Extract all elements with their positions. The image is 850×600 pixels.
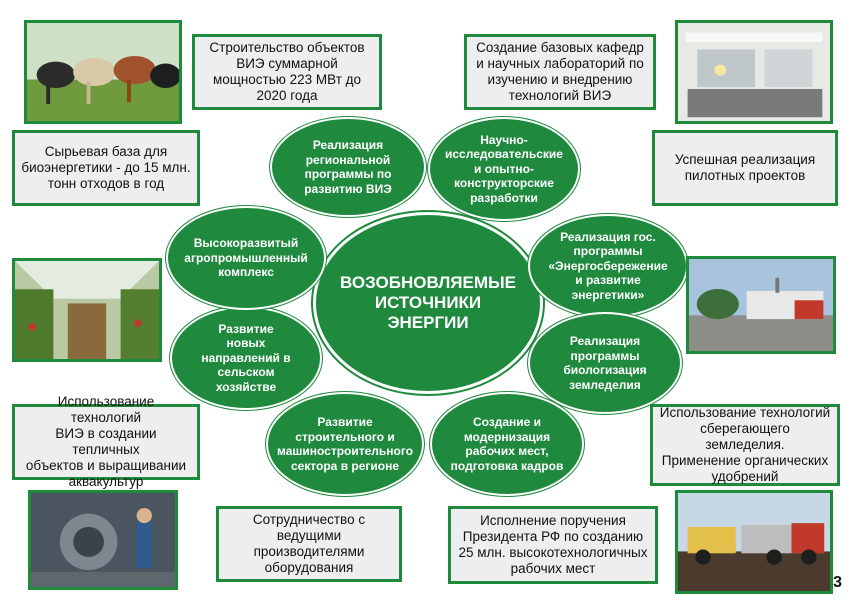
circle-energy-saving: Реализация гос. программы «Энергосбережение и развитие энергетики» [528, 214, 688, 318]
circle-jobs: Создание и модернизация рабочих мест, подготовка кадров [430, 392, 584, 496]
box-raw-base: Сырьевая база для биоэнергетики - до 15 млн. тонн отходов в год [12, 130, 200, 206]
circle-biologization: Реализация программы биологизация земледелия [528, 312, 682, 414]
circle-construction: Развитие строительного и машиностроительного сектора в регионе [266, 392, 424, 496]
page-number: 3 [833, 574, 842, 591]
center-node: ВОЗОБНОВЛЯЕМЫЕ ИСТОЧНИКИ ЭНЕРГИИ [313, 212, 543, 394]
box-cooperation: Сотрудничество с ведущими производителями оборудования [216, 506, 402, 582]
cows-photo [24, 20, 182, 124]
box-pilot: Успешная реализация пилотных проектов [652, 130, 838, 206]
circle-research: Научно- исследовательские и опытно- конструкторские разработки [428, 117, 580, 221]
box-res-objects: Строительство объектов ВИЭ суммарной мощностью 223 МВт до 2020 года [192, 34, 382, 110]
circle-agro: Высокоразвитый агропромышленный комплекс [166, 206, 326, 310]
box-departments: Создание базовых кафедр и научных лабораторий по изучению и внедрению технологий ВИЭ [464, 34, 656, 110]
bioenergy-plant-photo [686, 256, 836, 354]
circle-new-directions: Развитие новых направлений в сельском хозяйстве [170, 306, 322, 410]
box-greenhouse: Использование технологий ВИЭ в создании тепличных объектов и выращивании аквакультур [12, 404, 200, 480]
agricultural-machinery-photo [675, 490, 833, 594]
laboratory-photo [675, 20, 833, 124]
greenhouse-photo [12, 258, 162, 362]
box-president: Исполнение поручения Президента РФ по созданию 25 млн. высокотехнологичных рабочих мест [448, 506, 658, 584]
circle-regional-program: Реализация региональной программы по развитию ВИЭ [270, 117, 426, 217]
worker-machinery-photo [28, 490, 178, 590]
box-conservation: Использование технологий сберегающего земледелия. Применение органических удобрений [650, 404, 840, 486]
